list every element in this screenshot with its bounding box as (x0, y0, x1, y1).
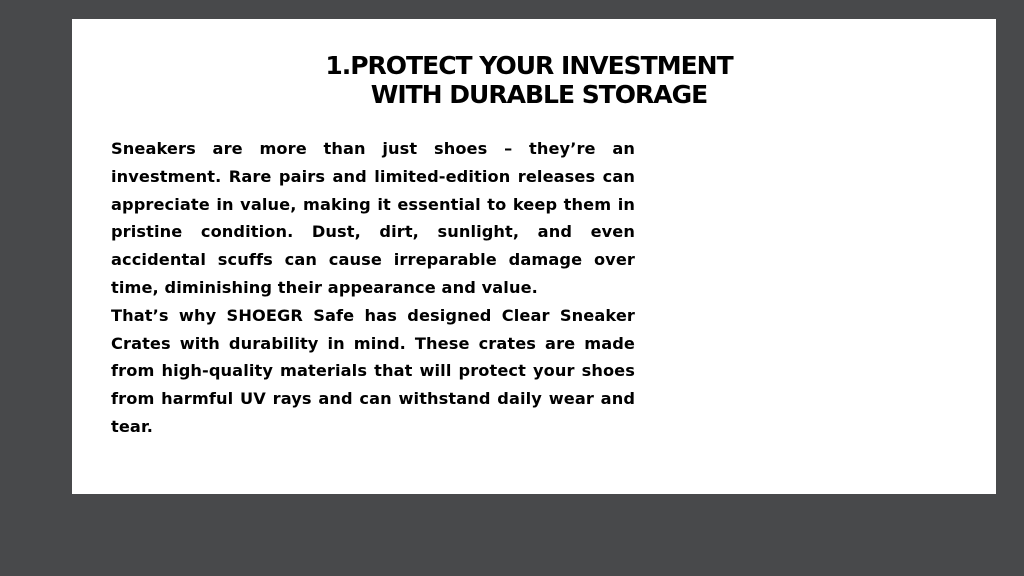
body-text (111, 135, 635, 441)
slide-title (72, 51, 996, 109)
slide-card (72, 19, 996, 494)
paragraph-2: That’s why SHOEGR Safe has designed Clear Sneaker Crates with durability in mind. These crates are made from high-quality materials that will protect your shoes from harmful UV rays and can withstand daily wear and tear. (111, 305, 635, 436)
paragraph-1: Sneakers are more than just shoes – they’re an investment. Rare pairs and limited-edition releases can appreciate in value, making it essential to keep them in pristine condition. Dust, dirt, sunlight, and even accidental scuffs can cause irreparable damage over time, diminishing their appearance and value. (111, 139, 635, 297)
title-line-2: WITH DURABLE STORAGE (370, 80, 708, 109)
title-line-1: 1.PROTECT YOUR INVESTMENT (325, 51, 733, 80)
